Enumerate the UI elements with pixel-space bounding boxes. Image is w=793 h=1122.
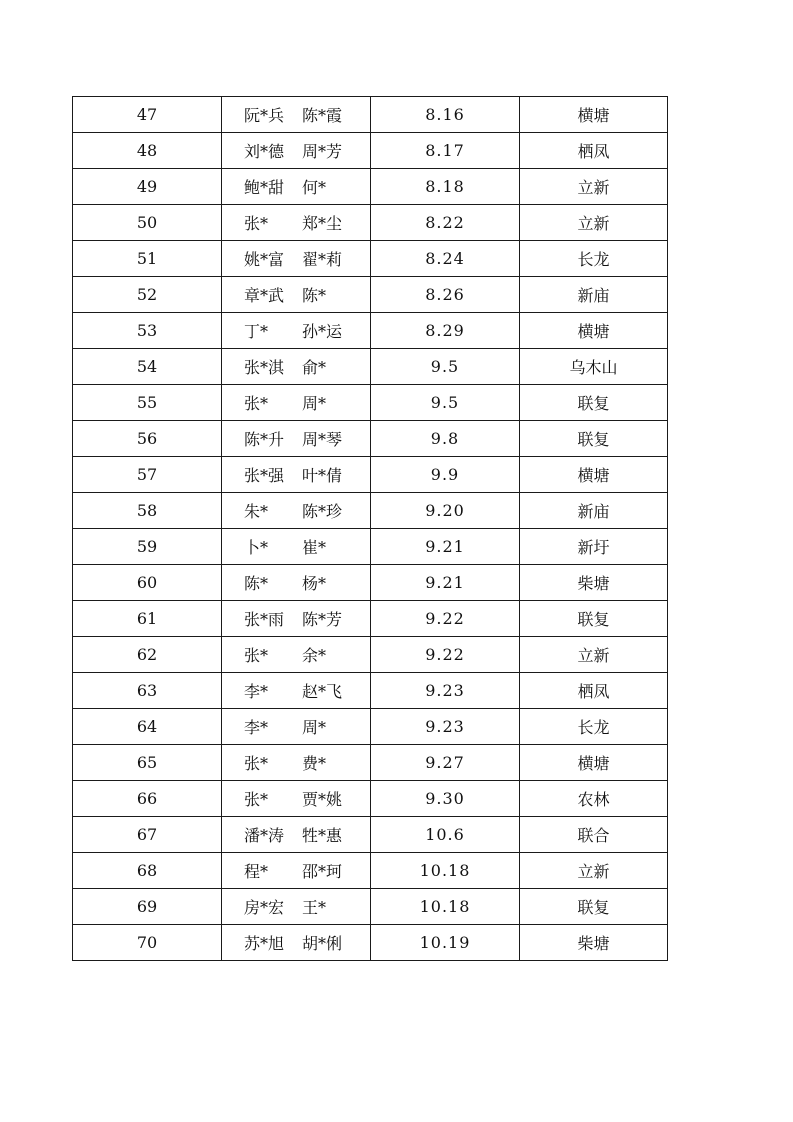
names-pair bbox=[244, 103, 348, 126]
row-number-cell: 69 bbox=[73, 889, 222, 925]
table-row bbox=[73, 781, 668, 817]
row-number-cell: 53 bbox=[73, 313, 222, 349]
table-row bbox=[73, 925, 668, 961]
first-name: 房*宏 bbox=[244, 898, 285, 917]
second-name: 孙*运 bbox=[302, 322, 343, 341]
names-cell bbox=[222, 637, 371, 673]
names-cell bbox=[222, 97, 371, 133]
names-pair bbox=[244, 751, 348, 774]
first-name: 姚*富 bbox=[244, 250, 285, 269]
date-cell: 8.22 bbox=[371, 205, 520, 241]
second-name: 周* bbox=[302, 718, 327, 737]
table-row bbox=[73, 421, 668, 457]
second-name: 陈*珍 bbox=[302, 502, 343, 521]
first-name: 鲍*甜 bbox=[244, 178, 285, 197]
date-cell: 8.29 bbox=[371, 313, 520, 349]
names-pair bbox=[244, 571, 348, 594]
place-cell: 立新 bbox=[520, 637, 668, 673]
names-cell bbox=[222, 349, 371, 385]
row-number-cell: 49 bbox=[73, 169, 222, 205]
names-pair bbox=[244, 319, 348, 342]
first-name: 李* bbox=[244, 718, 269, 737]
first-name: 潘*涛 bbox=[244, 826, 285, 845]
row-number-cell: 50 bbox=[73, 205, 222, 241]
table-row bbox=[73, 97, 668, 133]
first-name: 朱* bbox=[244, 502, 269, 521]
row-number-cell: 47 bbox=[73, 97, 222, 133]
second-name: 牲*惠 bbox=[302, 826, 343, 845]
row-number-cell: 51 bbox=[73, 241, 222, 277]
row-number-cell: 52 bbox=[73, 277, 222, 313]
date-cell: 8.18 bbox=[371, 169, 520, 205]
table-row bbox=[73, 277, 668, 313]
records-table-body bbox=[73, 97, 668, 961]
first-name: 张* bbox=[244, 754, 269, 773]
first-name: 刘*德 bbox=[244, 142, 285, 161]
table-row bbox=[73, 745, 668, 781]
first-name: 张*强 bbox=[244, 466, 285, 485]
row-number-cell: 61 bbox=[73, 601, 222, 637]
row-number-cell: 58 bbox=[73, 493, 222, 529]
names-pair bbox=[244, 895, 348, 918]
names-pair bbox=[244, 463, 348, 486]
table-row bbox=[73, 385, 668, 421]
names-cell bbox=[222, 709, 371, 745]
first-name: 张*雨 bbox=[244, 610, 285, 629]
second-name: 周* bbox=[302, 394, 327, 413]
place-cell: 栖凤 bbox=[520, 673, 668, 709]
names-pair bbox=[244, 679, 348, 702]
names-pair bbox=[244, 499, 348, 522]
second-name: 俞* bbox=[302, 358, 327, 377]
records-table bbox=[72, 96, 668, 961]
names-cell bbox=[222, 421, 371, 457]
second-name: 费* bbox=[302, 754, 327, 773]
table-row bbox=[73, 169, 668, 205]
row-number-cell: 66 bbox=[73, 781, 222, 817]
table-row bbox=[73, 205, 668, 241]
second-name: 余* bbox=[302, 646, 327, 665]
place-cell: 农林 bbox=[520, 781, 668, 817]
names-pair bbox=[244, 283, 348, 306]
names-pair bbox=[244, 175, 348, 198]
first-name: 张* bbox=[244, 394, 269, 413]
second-name: 贾*姚 bbox=[302, 790, 343, 809]
names-pair bbox=[244, 535, 348, 558]
row-number-cell: 60 bbox=[73, 565, 222, 601]
names-cell bbox=[222, 781, 371, 817]
names-pair bbox=[244, 355, 348, 378]
date-cell: 8.24 bbox=[371, 241, 520, 277]
second-name: 郑*尘 bbox=[302, 214, 343, 233]
row-number-cell: 65 bbox=[73, 745, 222, 781]
table-row bbox=[73, 241, 668, 277]
date-cell: 9.23 bbox=[371, 709, 520, 745]
date-cell: 10.18 bbox=[371, 853, 520, 889]
second-name: 杨* bbox=[302, 574, 327, 593]
names-cell bbox=[222, 277, 371, 313]
names-pair bbox=[244, 931, 348, 954]
date-cell: 9.20 bbox=[371, 493, 520, 529]
second-name: 何* bbox=[302, 178, 327, 197]
date-cell: 10.18 bbox=[371, 889, 520, 925]
row-number-cell: 68 bbox=[73, 853, 222, 889]
place-cell: 立新 bbox=[520, 205, 668, 241]
date-cell: 8.16 bbox=[371, 97, 520, 133]
names-pair bbox=[244, 211, 348, 234]
names-cell bbox=[222, 817, 371, 853]
date-cell: 9.8 bbox=[371, 421, 520, 457]
date-cell: 9.30 bbox=[371, 781, 520, 817]
second-name: 邵*珂 bbox=[302, 862, 343, 881]
names-cell bbox=[222, 457, 371, 493]
row-number-cell: 62 bbox=[73, 637, 222, 673]
date-cell: 9.21 bbox=[371, 565, 520, 601]
names-cell bbox=[222, 601, 371, 637]
place-cell: 长龙 bbox=[520, 709, 668, 745]
table-row bbox=[73, 457, 668, 493]
second-name: 陈*霞 bbox=[302, 106, 343, 125]
place-cell: 联合 bbox=[520, 817, 668, 853]
row-number-cell: 70 bbox=[73, 925, 222, 961]
names-cell bbox=[222, 313, 371, 349]
row-number-cell: 55 bbox=[73, 385, 222, 421]
first-name: 张* bbox=[244, 214, 269, 233]
second-name: 翟*莉 bbox=[302, 250, 343, 269]
date-cell: 8.17 bbox=[371, 133, 520, 169]
first-name: 阮*兵 bbox=[244, 106, 285, 125]
row-number-cell: 57 bbox=[73, 457, 222, 493]
place-cell: 长龙 bbox=[520, 241, 668, 277]
date-cell: 9.9 bbox=[371, 457, 520, 493]
table-row bbox=[73, 673, 668, 709]
names-cell bbox=[222, 529, 371, 565]
names-pair bbox=[244, 787, 348, 810]
date-cell: 9.23 bbox=[371, 673, 520, 709]
names-cell bbox=[222, 673, 371, 709]
names-pair bbox=[244, 859, 348, 882]
place-cell: 立新 bbox=[520, 169, 668, 205]
names-cell bbox=[222, 385, 371, 421]
names-cell bbox=[222, 133, 371, 169]
place-cell: 联复 bbox=[520, 601, 668, 637]
second-name: 叶*倩 bbox=[302, 466, 343, 485]
names-pair bbox=[244, 715, 348, 738]
place-cell: 横塘 bbox=[520, 745, 668, 781]
names-pair bbox=[244, 427, 348, 450]
names-pair bbox=[244, 607, 348, 630]
names-pair bbox=[244, 823, 348, 846]
table-row bbox=[73, 493, 668, 529]
place-cell: 联复 bbox=[520, 385, 668, 421]
first-name: 张*淇 bbox=[244, 358, 285, 377]
names-pair bbox=[244, 643, 348, 666]
names-cell bbox=[222, 169, 371, 205]
place-cell: 柴塘 bbox=[520, 925, 668, 961]
names-pair bbox=[244, 247, 348, 270]
place-cell: 联复 bbox=[520, 421, 668, 457]
second-name: 赵*飞 bbox=[302, 682, 343, 701]
second-name: 崔* bbox=[302, 538, 327, 557]
names-cell bbox=[222, 853, 371, 889]
first-name: 陈*升 bbox=[244, 430, 285, 449]
date-cell: 10.6 bbox=[371, 817, 520, 853]
place-cell: 新庙 bbox=[520, 493, 668, 529]
table-row bbox=[73, 313, 668, 349]
row-number-cell: 63 bbox=[73, 673, 222, 709]
table-row bbox=[73, 133, 668, 169]
first-name: 丁* bbox=[244, 322, 269, 341]
second-name: 周*芳 bbox=[302, 142, 343, 161]
names-cell bbox=[222, 745, 371, 781]
second-name: 胡*俐 bbox=[302, 934, 343, 953]
first-name: 李* bbox=[244, 682, 269, 701]
place-cell: 乌木山 bbox=[520, 349, 668, 385]
table-row bbox=[73, 853, 668, 889]
table-row bbox=[73, 565, 668, 601]
first-name: 卜* bbox=[244, 538, 269, 557]
row-number-cell: 54 bbox=[73, 349, 222, 385]
first-name: 苏*旭 bbox=[244, 934, 285, 953]
date-cell: 9.22 bbox=[371, 637, 520, 673]
table-row bbox=[73, 529, 668, 565]
row-number-cell: 48 bbox=[73, 133, 222, 169]
table-row bbox=[73, 349, 668, 385]
row-number-cell: 56 bbox=[73, 421, 222, 457]
second-name: 王* bbox=[302, 898, 327, 917]
first-name: 章*武 bbox=[244, 286, 285, 305]
date-cell: 9.27 bbox=[371, 745, 520, 781]
place-cell: 联复 bbox=[520, 889, 668, 925]
table-row bbox=[73, 601, 668, 637]
date-cell: 10.19 bbox=[371, 925, 520, 961]
row-number-cell: 64 bbox=[73, 709, 222, 745]
names-cell bbox=[222, 565, 371, 601]
place-cell: 柴塘 bbox=[520, 565, 668, 601]
names-cell bbox=[222, 889, 371, 925]
table-row bbox=[73, 709, 668, 745]
place-cell: 新庙 bbox=[520, 277, 668, 313]
date-cell: 9.21 bbox=[371, 529, 520, 565]
names-pair bbox=[244, 391, 348, 414]
place-cell: 横塘 bbox=[520, 313, 668, 349]
second-name: 陈*芳 bbox=[302, 610, 343, 629]
second-name: 陈* bbox=[302, 286, 327, 305]
place-cell: 立新 bbox=[520, 853, 668, 889]
date-cell: 9.5 bbox=[371, 385, 520, 421]
date-cell: 8.26 bbox=[371, 277, 520, 313]
second-name: 周*琴 bbox=[302, 430, 343, 449]
names-cell bbox=[222, 493, 371, 529]
names-cell bbox=[222, 205, 371, 241]
first-name: 程* bbox=[244, 862, 269, 881]
row-number-cell: 67 bbox=[73, 817, 222, 853]
place-cell: 新圩 bbox=[520, 529, 668, 565]
place-cell: 横塘 bbox=[520, 97, 668, 133]
table-row bbox=[73, 889, 668, 925]
row-number-cell: 59 bbox=[73, 529, 222, 565]
names-cell bbox=[222, 241, 371, 277]
place-cell: 横塘 bbox=[520, 457, 668, 493]
place-cell: 栖凤 bbox=[520, 133, 668, 169]
table-row bbox=[73, 637, 668, 673]
date-cell: 9.5 bbox=[371, 349, 520, 385]
names-pair bbox=[244, 139, 348, 162]
table-row bbox=[73, 817, 668, 853]
first-name: 张* bbox=[244, 646, 269, 665]
names-cell bbox=[222, 925, 371, 961]
first-name: 张* bbox=[244, 790, 269, 809]
first-name: 陈* bbox=[244, 574, 269, 593]
date-cell: 9.22 bbox=[371, 601, 520, 637]
